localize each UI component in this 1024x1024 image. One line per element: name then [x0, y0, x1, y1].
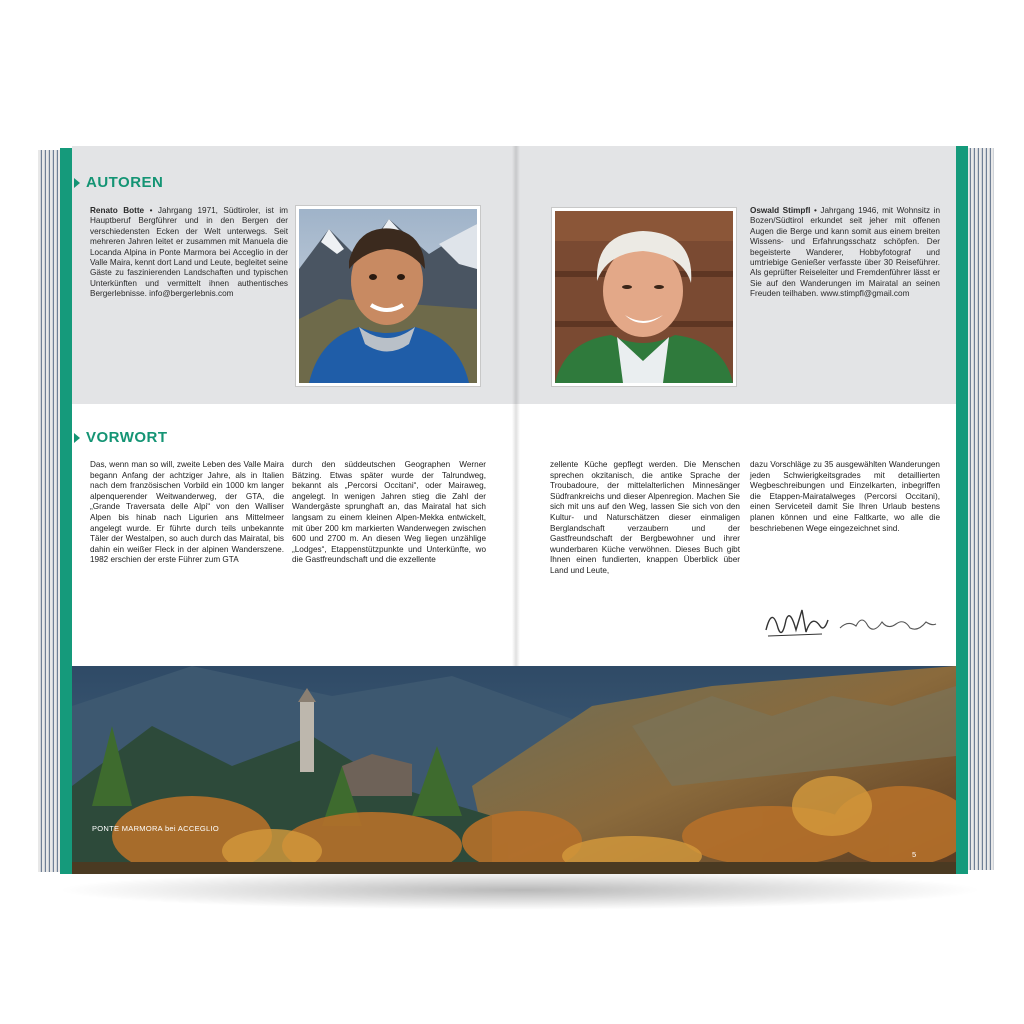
page-stack-left: [38, 150, 60, 872]
author-bio-stimpfl: [750, 206, 940, 300]
author-name-botte: Renato Botte: [90, 206, 145, 215]
signature-botte: [762, 600, 832, 644]
page-stack-right: [966, 148, 994, 870]
author-photo-stimpfl: [552, 208, 736, 386]
author-email-botte: info@bergerlebnis.com: [149, 289, 234, 299]
author-text-botte: • Jahrgang 1971, Südtiroler, ist im Hauptberuf Bergführer und in den Bergen der verschiedensten Ecken der Welt unterwegs. Seit mehreren Jahren leitet er zusammen mit Manuela die Locanda Alpina in Ponte Marmora bei Acceglio in der Valle Maira, kennt dort Land und Leute, begleitet seine Gäste zu faszinierenden Landschaften und typischen Unterkünften und vermittelt ihnen authentisches Bergerlebnisse.: [90, 206, 288, 299]
heading-arrow-icon: [74, 433, 80, 443]
cover-spine-left: [60, 148, 72, 874]
page-number: 5: [912, 850, 917, 859]
foreword-heading-text: VORWORT: [86, 429, 168, 446]
portrait-older-man: [555, 211, 733, 383]
author-text-stimpfl: • Jahrgang 1946, mit Wohnsitz in Bozen/Südtirol erkundet seit jeher mit offenen Augen die Berge und kann somit aus einem breiten Wissens- und Erfahrungsschatz schöpfen. Der begeisterte Wanderer, Hobbyfotograf und umtriebige Genießer verfasste über 30 Reiseführer. Als geprüfter Reiseleiter und Fremdenführer lässt er Sie auf den Wanderungen im Mairatal an seinen Freuden teilhaben.: [750, 206, 941, 299]
signature-stimpfl: [838, 608, 938, 638]
foreword-column-1: Das, wenn man so will, zweite Leben des Valle Maira begann Anfang der achtziger Jahre, als in Italien nach dem französischen Vorbild ein 1000 km langer alpenquerender Weitwanderweg, der GTA, die „Grande Traversata delle Alpi“ von den Walliser Alpen bis hinab nach Ligurien ans Mittelmeer angelegt wurde. Er führte durch teils unbekannte Täler der Westalpen, so auch durch das Mairatal, bis dahin ein weißer Fleck in der alpinen Wanderszene. 1982 erschien der erste Führer zum GTA: [90, 460, 284, 565]
authors-heading: [74, 174, 163, 191]
author-photo-botte: [296, 206, 480, 386]
foreword-column-2: durch den süddeutschen Geographen Werner Bätzing. Etwas später wurde der Talrundweg, bekannt als „Percorsi Occitani“, oder Mairaweg, angelegt. In wenigen Jahren stieg die Zahl der Wandergäste sprunghaft an, das Mairatal hat sich langsam zu einem kleinen Alpen-Mekka entwickelt, mit über 200 km markierten Wanderwegen zwischen 600 und 2700 m. An diesen Weg liegen unzählige „Lodges“, Etappenstützpunkte und Unterkünfte, wo die Gastfreundschaft und die exzellente: [292, 460, 486, 565]
book-shadow: [55, 870, 985, 910]
author-bio-botte: [90, 206, 288, 300]
authors-heading-text: AUTOREN: [86, 174, 164, 191]
mountain-valley-picture: [72, 666, 956, 874]
page-gutter: [512, 146, 520, 666]
heading-arrow-icon: [74, 178, 80, 188]
foreword-heading: [74, 429, 168, 446]
author-name-stimpfl: Oswald Stimpfl: [750, 206, 811, 215]
photo-caption: PONTE MARMORA bei ACCEGLIO: [92, 824, 219, 833]
foreword-column-4: dazu Vorschläge zu 35 ausgewählten Wanderungen jeden Schwierigkeitsgrades mit detaillierten Wegbeschreibungen und Einzelkarten, inbegriffen die Etappen-Mairatalweges (Percorsi Occitani), einen Serviceteil damit Sie Ihren Urlaub bestens planen können und eine Faltkarte, wo alle die beschriebenen Wege eingezeichnet sind.: [750, 460, 940, 533]
cover-spine-right: [956, 146, 968, 874]
book-spread: [72, 146, 956, 874]
foreword-column-3: zellente Küche gepflegt werden. Die Menschen sprechen okzitanisch, die antike Sprache der Troubadoure, der mittelalterlichen Minnesänger Südfrankreichs und dieser Alpenregion. Machen Sie sich mit uns auf den Weg, lassen Sie sich von den Kultur- und Naturschätzen dieser einmaligen Berglandschaft verzaubern und der Gastfreundschaft der Bergbewohner und ihrer wunderbaren Küche verwöhnen. Dieses Buch gibt Ihnen einen fundierten, knappen Überblick über Land und Leute,: [550, 460, 740, 575]
landscape-photo: [72, 666, 956, 874]
author-email-stimpfl: www.stimpfl@gmail.com: [820, 289, 910, 299]
portrait-man-mountains: [299, 209, 477, 383]
